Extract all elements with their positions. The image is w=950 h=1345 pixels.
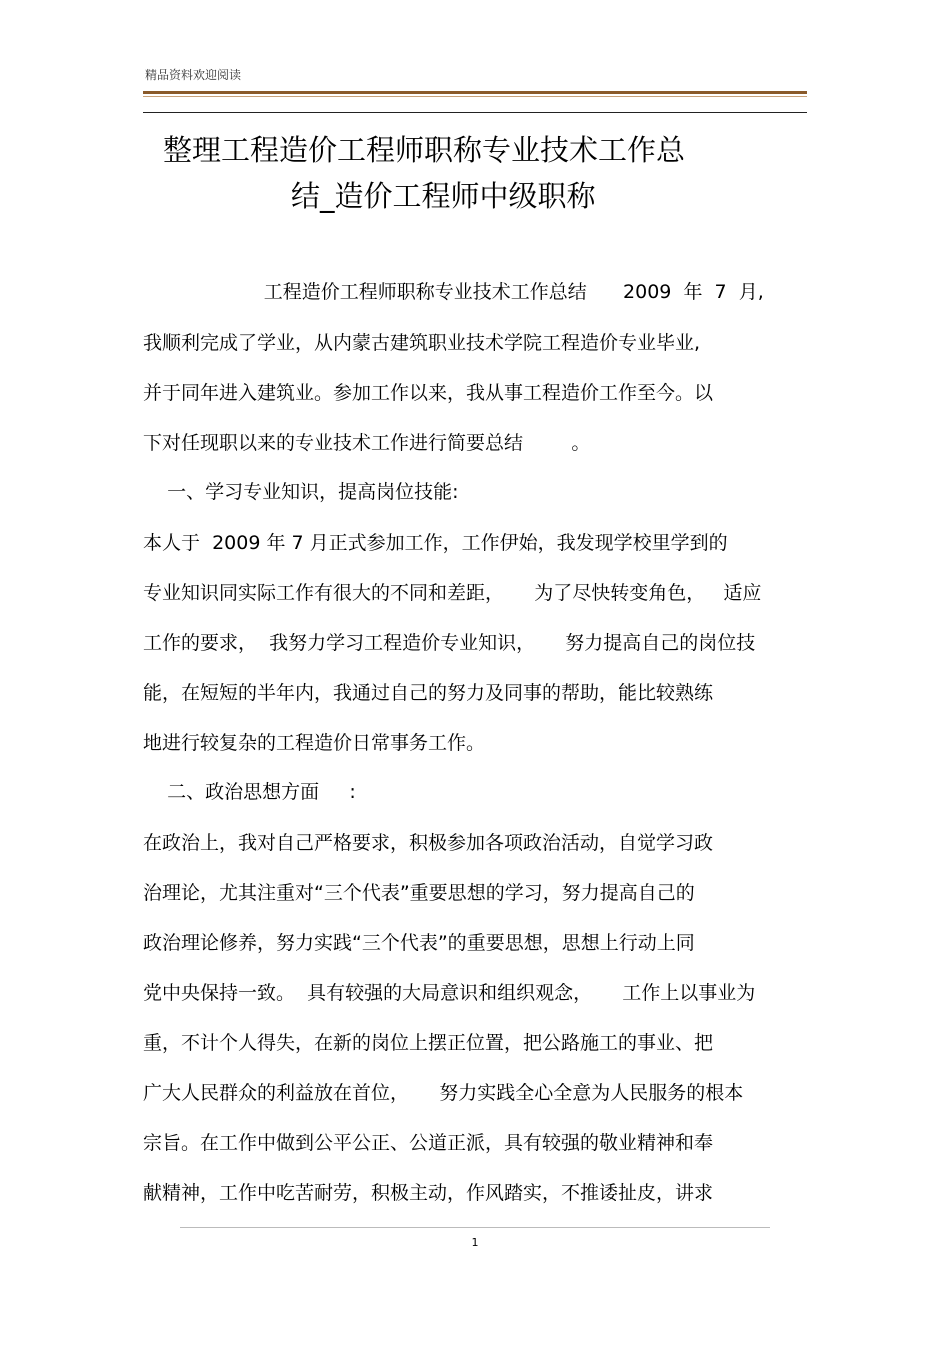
title-line-1: 整理工程造价工程师职称专业技术工作总: [163, 133, 686, 167]
body-line: 工作的要求， 我努力学习工程造价专业知识， 努力提高自己的岗位技: [143, 632, 756, 654]
body-line: 在政治上，我对自己严格要求，积极参加各项政治活动，自觉学习政: [143, 832, 714, 854]
title-line-2: 结_造价工程师中级职称: [291, 179, 596, 213]
body-line: 政治理论修养，努力实践“三个代表”的重要思想，思想上行动上同: [143, 932, 695, 954]
body-line: 工程造价工程师职称专业技术工作总结 2009 年 7 月,: [143, 281, 764, 303]
footer-rule: [180, 1227, 770, 1228]
body-line: 党中央保持一致。 具有较强的大局意识和组织观念， 工作上以事业为: [143, 982, 756, 1004]
body-line: 能，在短短的半年内，我通过自己的努力及同事的帮助，能比较熟练: [143, 682, 714, 704]
body-line: 二、政治思想方面 :: [143, 781, 356, 803]
running-header: 精品资料欢迎阅读: [145, 68, 242, 82]
body-line: 治理论，尤其注重对“三个代表”重要思想的学习，努力提高自己的: [143, 882, 695, 904]
body-line: 地进行较复杂的工程造价日常事务工作。: [143, 732, 486, 754]
header-rule-thin: [143, 96, 807, 97]
header-rule-thick: [143, 91, 807, 94]
body-line: 广大人民群众的利益放在首位， 努力实践全心全意为人民服务的根本: [143, 1082, 744, 1104]
document-title: [143, 127, 807, 219]
body-line: 重，不计个人得失，在新的岗位上摆正位置，把公路施工的事业、把: [143, 1032, 714, 1054]
body-line: 并于同年进入建筑业。参加工作以来，我从事工程造价工作至今。以: [143, 382, 714, 404]
body-line: 下对任现职以来的专业技术工作进行简要总结 。: [143, 432, 591, 454]
body-line: 宗旨。在工作中做到公平公正、公道正派，具有较强的敬业精神和奉: [143, 1132, 714, 1154]
body-line: 本人于 2009 年 7 月正式参加工作，工作伊始，我发现学校里学到的: [143, 532, 728, 554]
body-line: 一、学习专业知识，提高岗位技能:: [143, 481, 459, 503]
page-number: 1: [471, 1236, 479, 1249]
body-line: 献精神，工作中吃苦耐劳，积极主动，作风踏实，不推诿扯皮，讲求: [143, 1182, 714, 1204]
header-rule-black: [143, 112, 807, 113]
body-line: 我顺利完成了学业，从内蒙古建筑职业技术学院工程造价专业毕业,: [143, 332, 701, 354]
body-line: 专业知识同实际工作有很大的不同和差距， 为了尽快转变角色， 适应: [143, 582, 762, 604]
